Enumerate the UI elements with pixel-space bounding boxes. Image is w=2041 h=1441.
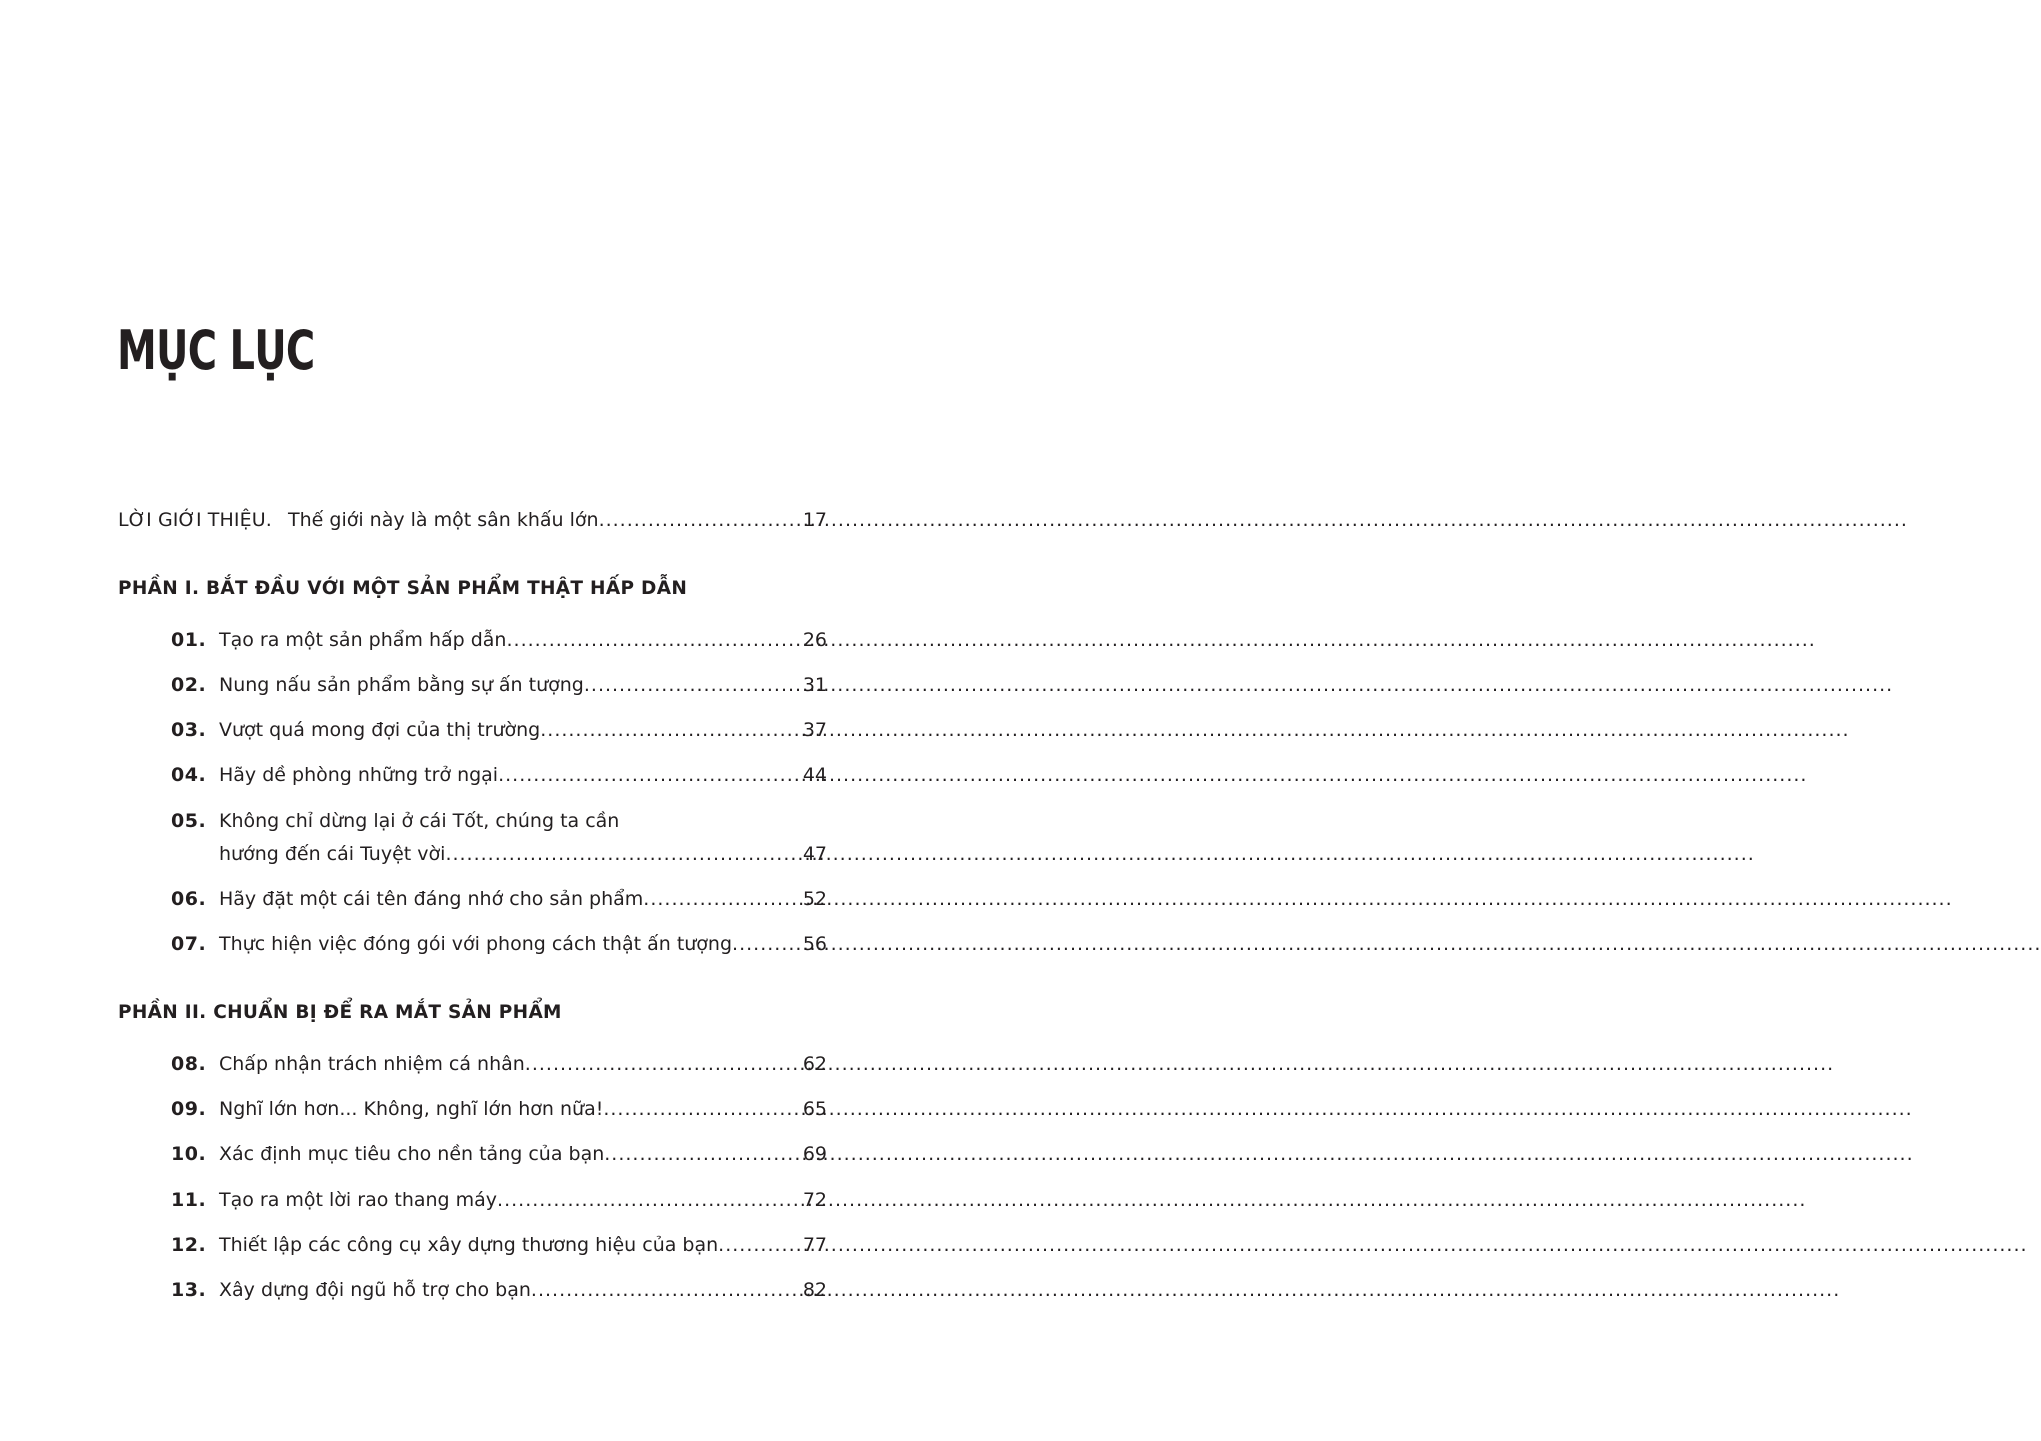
toc-entry-08[interactable] bbox=[171, 1051, 827, 1077]
chapter-page: 65 bbox=[802, 1098, 827, 1120]
part-heading-1: PHẦN I. BẮT ĐẦU VỚI MỘT SẢN PHẨM THẬT HẤP DẪN bbox=[118, 578, 688, 599]
chapter-number: 03. bbox=[171, 719, 207, 741]
chapter-title: Tạo ra một sản phẩm hấp dẫn bbox=[219, 629, 507, 651]
leader-dots bbox=[603, 1096, 802, 1122]
toc-entry-09[interactable] bbox=[171, 1096, 827, 1122]
toc-entry-11[interactable] bbox=[171, 1187, 827, 1213]
chapter-title: Tạo ra một lời rao thang máy bbox=[219, 1189, 498, 1211]
intro-label: LỜI GIỚI THIỆU. bbox=[118, 509, 272, 531]
toc-entry-05-line2[interactable] bbox=[171, 841, 827, 867]
chapter-number: 08. bbox=[171, 1053, 207, 1075]
leader-dots bbox=[584, 672, 803, 698]
chapter-title: Nung nấu sản phẩm bằng sự ấn tượng bbox=[219, 674, 584, 696]
leader-dots bbox=[445, 841, 802, 867]
leader-dots bbox=[718, 1232, 803, 1258]
leader-dots bbox=[732, 931, 803, 957]
chapter-page: 69 bbox=[802, 1143, 827, 1165]
chapter-title: Hãy dề phòng những trở ngại bbox=[219, 764, 499, 786]
chapter-number: 05. bbox=[171, 810, 207, 832]
leader-dots bbox=[540, 717, 803, 743]
leader-dots bbox=[531, 1277, 803, 1303]
chapter-number: 02. bbox=[171, 674, 207, 696]
leader-dots bbox=[604, 1141, 803, 1167]
chapter-title: Nghĩ lớn hơn... Không, nghĩ lớn hơn nữa! bbox=[219, 1098, 604, 1120]
chapter-page: 31 bbox=[802, 674, 827, 696]
chapter-page: 37 bbox=[802, 719, 827, 741]
toc-entry-page: 17 bbox=[802, 509, 827, 531]
toc-entry-03[interactable] bbox=[171, 717, 827, 743]
toc-entry-07[interactable] bbox=[171, 931, 827, 957]
toc-entry-05-line1[interactable] bbox=[171, 808, 827, 834]
toc-entry-02[interactable] bbox=[171, 672, 827, 698]
toc-entry-06[interactable] bbox=[171, 886, 827, 912]
chapter-title: Chấp nhận trách nhiệm cá nhân bbox=[219, 1053, 525, 1075]
chapter-number: 13. bbox=[171, 1279, 207, 1301]
chapter-page: 52 bbox=[802, 888, 827, 910]
toc-entry-10[interactable] bbox=[171, 1141, 827, 1167]
toc-entry-13[interactable] bbox=[171, 1277, 827, 1303]
page-title: MỤC LỤC bbox=[117, 319, 315, 382]
chapter-number: 10. bbox=[171, 1143, 207, 1165]
chapter-title: Thực hiện việc đóng gói với phong cách thật ấn tượng bbox=[219, 933, 733, 955]
toc-entry-12[interactable] bbox=[171, 1232, 827, 1258]
toc-entry-intro[interactable] bbox=[118, 507, 827, 533]
chapter-page: 62 bbox=[802, 1053, 827, 1075]
toc-entry-title: Thế giới này là một sân khấu lớn bbox=[288, 509, 599, 531]
part-heading-2: PHẦN II. CHUẨN BỊ ĐỂ RA MẮT SẢN PHẨM bbox=[118, 1002, 562, 1023]
toc-entry-04[interactable] bbox=[171, 762, 827, 788]
leader-dots bbox=[506, 627, 802, 653]
chapter-number: 01. bbox=[171, 629, 207, 651]
chapter-number: 11. bbox=[171, 1189, 207, 1211]
chapter-title: Xác định mục tiêu cho nền tảng của bạn bbox=[219, 1143, 605, 1165]
chapter-page: 26 bbox=[802, 629, 827, 651]
chapter-title: Xây dựng đội ngũ hỗ trợ cho bạn bbox=[219, 1279, 531, 1301]
leader-dots bbox=[497, 1187, 803, 1213]
leader-dots bbox=[643, 886, 803, 912]
chapter-page: 44 bbox=[802, 764, 827, 786]
chapter-title: hướng đến cái Tuyệt vời bbox=[219, 843, 446, 865]
leader-dots bbox=[498, 762, 803, 788]
chapter-title: Vượt quá mong đợi của thị trường bbox=[219, 719, 541, 741]
leader-dots bbox=[525, 1051, 803, 1077]
chapter-number: 04. bbox=[171, 764, 207, 786]
chapter-number: 09. bbox=[171, 1098, 207, 1120]
chapter-page: 82 bbox=[802, 1279, 827, 1301]
chapter-number: 06. bbox=[171, 888, 207, 910]
chapter-number: 07. bbox=[171, 933, 207, 955]
chapter-title: Thiết lập các công cụ xây dựng thương hiệu của bạn bbox=[219, 1234, 719, 1256]
chapter-title-line1: Không chỉ dừng lại ở cái Tốt, chúng ta cần bbox=[219, 810, 620, 832]
chapter-page: 72 bbox=[802, 1189, 827, 1211]
chapter-title: Hãy đặt một cái tên đáng nhớ cho sản phẩm bbox=[219, 888, 644, 910]
chapter-page: 77 bbox=[802, 1234, 827, 1256]
leader-dots bbox=[599, 507, 803, 533]
chapter-page: 47 bbox=[802, 843, 827, 865]
chapter-number: 12. bbox=[171, 1234, 207, 1256]
chapter-page: 56 bbox=[802, 933, 827, 955]
toc-entry-01[interactable] bbox=[171, 627, 827, 653]
